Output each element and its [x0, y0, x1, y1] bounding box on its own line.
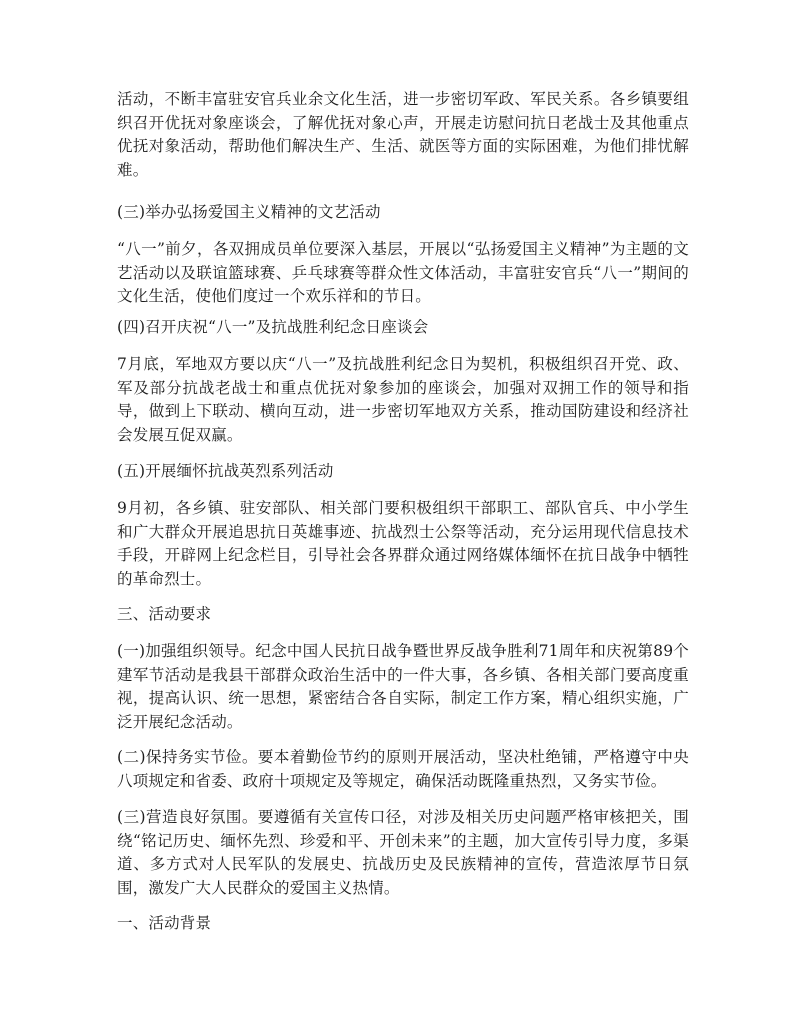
section-heading-forum: (四)召开庆祝“八一”及抗战胜利纪念日座谈会: [117, 318, 429, 336]
paragraph-arts-activities: “八一”前夕，各双拥成员单位要深入基层，开展以“弘扬爱国主义精神”为主题的文艺活动以及联谊篮球赛、乒乓球赛等群众性文体活动，丰富驻安官兵“八一”期间的文化生活，使他们度过一个欢乐祥和的节日。: [117, 240, 689, 305]
paragraph-visits-and-forums: 活动，不断丰富驻安官兵业余文化生活，进一步密切军政、军民关系。各乡镇要组织召开优抚对象座谈会，了解优抚对象心声，开展走访慰问抗日老战士及其他重点优抚对象活动，帮助他们解决生产、生活、就医等方面的实际困难，为他们排忧解难。: [117, 90, 689, 179]
paragraph-frugality: (二)保持务实节俭。要本着勤俭节约的原则开展活动，坚决杜绝铺，严格遵守中央八项规定和省委、政府十项规定及等规定，确保活动既隆重热烈，又务实节俭。: [117, 748, 689, 790]
section-heading-arts-activities: (三)举办弘扬爱国主义精神的文艺活动: [117, 203, 381, 221]
paragraph-forum: 7月底，军地双方要以庆“八一”及抗战胜利纪念日为契机，积极组织召开党、政、军及部分抗战老战士和重点优抚对象参加的座谈会，加强对双拥工作的领导和指导，做到上下联动、横向互动，进一步密切军地双方关系，推动国防建设和经济社会发展互促双赢。: [117, 355, 689, 444]
section-heading-martyrs: (五)开展缅怀抗战英烈系列活动: [117, 462, 334, 480]
section-heading-background: 一、活动背景: [117, 914, 212, 932]
paragraph-martyrs: 9月初，各乡镇、驻安部队、相关部门要积极组织干部职工、部队官兵、中小学生和广大群众开展追思抗日英雄事迹、抗战烈士公祭等活动，充分运用现代信息技术手段，开辟网上纪念栏目，引导社会各界群众通过网络媒体缅怀在抗日战争中牺牲的革命烈士。: [117, 499, 689, 588]
paragraph-organization-leadership: (一)加强组织领导。纪念中国人民抗日战争暨世界反战争胜利71周年和庆祝第89个建军节活动是我县干部群众政治生活中的一件大事，各乡镇、各相关部门要高度重视，提高认识、统一思想，紧密结合各自实际，制定工作方案，精心组织实施，广泛开展纪念活动。: [117, 642, 689, 731]
section-heading-requirements: 三、活动要求: [117, 605, 212, 623]
paragraph-atmosphere: (三)营造良好氛围。要遵循有关宣传口径，对涉及相关历史问题严格审核把关，围绕“铭记历史、缅怀先烈、珍爱和平、开创未来”的主题，加大宣传引导力度，多渠道、多方式对人民军队的发展史、抗战历史及民族精神的宣传，营造浓厚节日氛围，激发广大人民群众的爱国主义热情。: [117, 808, 689, 897]
